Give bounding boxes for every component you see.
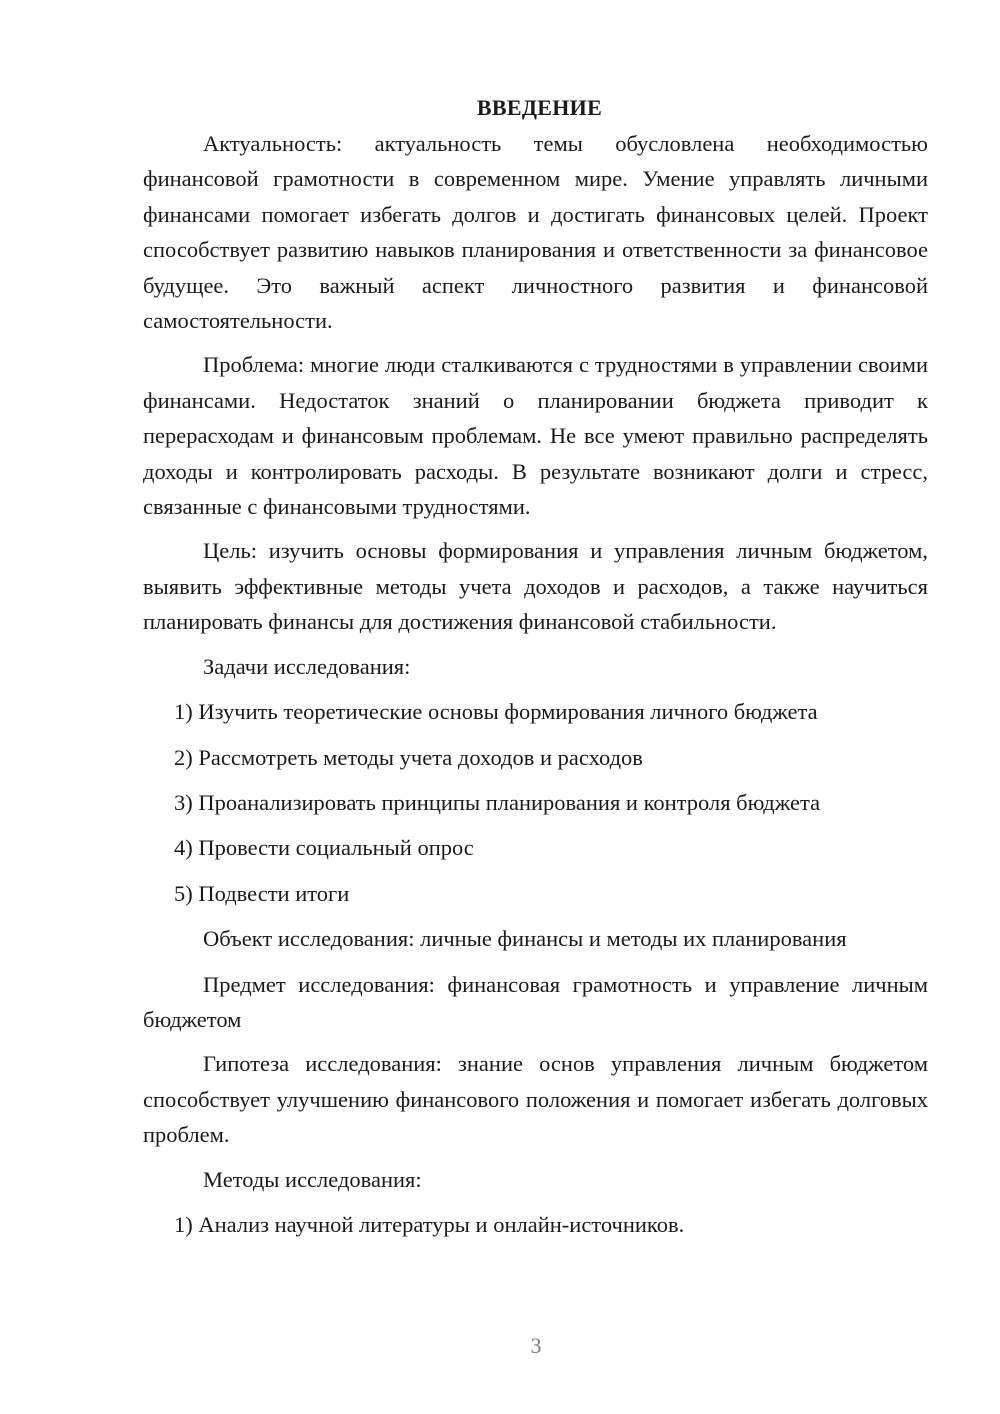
tasks-heading: Задачи исследования:	[203, 653, 411, 679]
document-page	[143, 90, 928, 1252]
problem-paragraph: Проблема: многие люди сталкиваются с трудностями в управлении своими финансами. Недостаток знаний о планировании бюджета приводит к перерасходам и финансовым проблемам. Не все умеют правильно распределять доходы и контролировать расходы. В результате возникают долги и стресс, связанные с финансовыми трудностями.	[143, 352, 928, 520]
research-subject: Предмет исследования: финансовая грамотность и управление личным бюджетом	[143, 971, 928, 1032]
task-item: 4) Провести социальный опрос	[174, 835, 474, 861]
task-item: 5) Подвести итоги	[174, 880, 350, 906]
method-item: 1) Анализ научной литературы и онлайн-источников.	[174, 1211, 685, 1237]
page-title: ВВЕДЕНИЕ	[476, 95, 603, 120]
task-item: 3) Проанализировать принципы планирования и контроля бюджета	[174, 789, 821, 815]
research-object: Объект исследования: личные финансы и методы их планирования	[203, 926, 847, 952]
methods-heading: Методы исследования:	[203, 1166, 422, 1192]
task-item: 2) Рассмотреть методы учета доходов и расходов	[174, 744, 643, 770]
page-number: 3	[530, 1333, 542, 1358]
relevance-paragraph: Актуальность: актуальность темы обусловлена необходимостью финансовой грамотности в современном мире. Умение управлять личными финансами помогает избегать долгов и достигать финансовых целей. Проект способствует развитию навыков планирования и ответственности за финансовое будущее. Это важный аспект личностного развития и финансовой самостоятельности.	[143, 131, 928, 334]
research-hypothesis: Гипотеза исследования: знание основ управления личным бюджетом способствует улучшению финансового положения и помогает избегать долговых проблем.	[143, 1051, 928, 1148]
task-item: 1) Изучить теоретические основы формирования личного бюджета	[174, 699, 818, 725]
goal-paragraph: Цель: изучить основы формирования и управления личным бюджетом, выявить эффективные методы учета доходов и расходов, а также научиться планировать финансы для достижения финансовой стабильности.	[143, 538, 928, 635]
